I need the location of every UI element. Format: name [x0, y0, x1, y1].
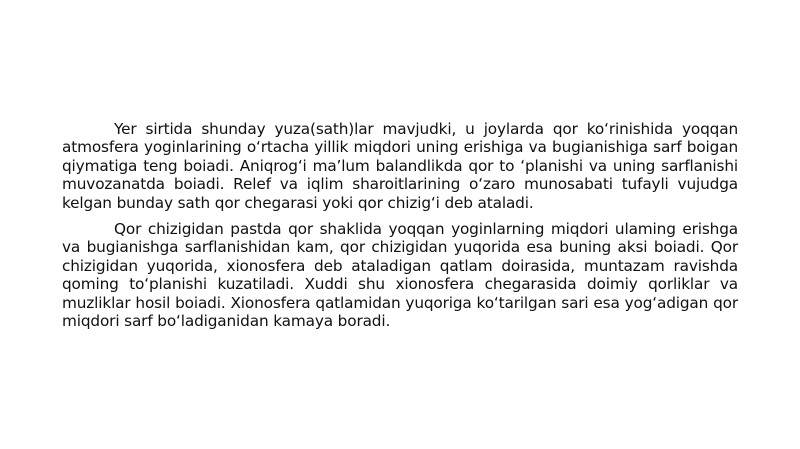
paragraph-2: Qor chizigidan pastda qor shaklida yoqqan yoginlarning miqdori ulaming erishga va bugianishga sarflanishidan kam, qor chizigidan yuqorida esa buning aksi boiadi. Qor chizigidan yuqorida, xionosfera deb ataladigan qatlam doirasida, muntazam ravishda qoming toʻplanishi kuzatiladi. Xuddi shu xionosfera chegarasida doimiy qorliklar va muzliklar hosil boiadi. Xionosfera qatlamidan yuqoriga koʻtarilgan sari esa yogʻadigan qor miqdori sarf boʻladiganidan kamaya boradi.	[62, 220, 738, 331]
paragraph-1: Yer sirtida shunday yuza(sath)lar mavjudki, u joylarda qor koʻrinishida yoqqan atmosfera yoginlarining oʻrtacha yillik miqdori uning erishiga va bugianishiga sarf boigan qiymatiga teng boiadi. Aniqrogʻi maʼlum balandlikda qor to ʻplanishi va uning sarflanishi muvozanatda boiadi. Relef va iqlim sharoitlarining oʻzaro munosabati tufayli vujudga kelgan bunday sath qor chegarasi yoki qor chizigʻi deb ataladi.	[62, 120, 738, 212]
text-body	[62, 120, 738, 330]
